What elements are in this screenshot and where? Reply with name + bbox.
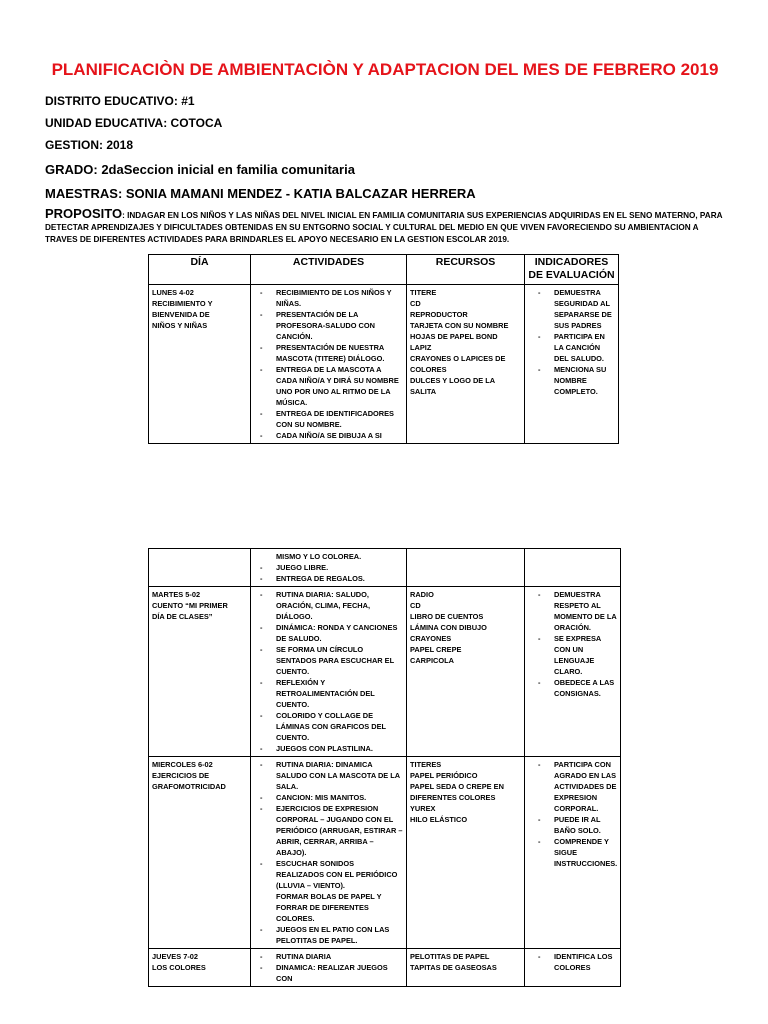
- dia-line: RECIBIMIENTO Y: [152, 299, 213, 308]
- cell-indicadores: [525, 949, 621, 987]
- recurso-item: CD: [410, 601, 421, 610]
- cell-actividades: [251, 587, 407, 757]
- proposito-text: : INDAGAR EN LOS NIÑOS Y LAS NIÑAS DEL NIVEL INICIAL EN FAMILIA COMUNITARIA SUS EXPERIENCIAS ADQUIRIDAS EN EL SENO MATERNO, PARA DETECTAR APRENDIZAJES Y DIFICULTADES OBTENIDAS EN SU ENTGORNO SOCIAL Y CULTURAL DEL MEDIO EN QUE VIVEN FAVORECIENDO SU AMBIENTACION A TRAVES DE DIFERENTES ACTIVIDADES PARA BRINDARLES EL APOYO NECESARIO EN LA GESTION ESCOLAR 2019.: [45, 211, 723, 244]
- cell-actividades: [251, 949, 407, 987]
- actividad-item: - REFLEXIÓN Y RETROALIMENTACIÓN DEL CUENTO.: [254, 677, 403, 710]
- actividad-item: - CADA NIÑO/A SE DIBUJA A SI: [254, 430, 403, 441]
- cell-dia: [149, 549, 251, 587]
- cell-recursos: [407, 285, 525, 444]
- gestion: GESTION: 2018: [45, 138, 134, 152]
- indicador-item: - PARTICIPA CON AGRADO EN LAS ACTIVIDADES DE EXPRESION CORPORAL.: [528, 759, 617, 814]
- dia-line: BIENVENIDA DE: [152, 310, 210, 319]
- indicador-item: - PARTICIPA EN LA CANCIÓN DEL SALUDO.: [528, 331, 615, 364]
- header-dia: DÍA: [149, 255, 251, 285]
- cell-dia: [149, 285, 251, 444]
- table-row: [149, 757, 621, 949]
- recurso-item: SALITA: [410, 387, 437, 396]
- proposito: [45, 208, 725, 246]
- actividad-continuation: MISMO Y LO COLOREA.: [276, 552, 362, 561]
- recurso-item: CRAYONES O LAPICES DE: [410, 354, 506, 363]
- cell-recursos: [407, 757, 525, 949]
- cell-dia: [149, 587, 251, 757]
- indicador-item: - SE EXPRESA CON UN LENGUAJE CLARO.: [528, 633, 617, 677]
- maestras: MAESTRAS: SONIA MAMANI MENDEZ - KATIA BALCAZAR HERRERA: [45, 186, 476, 201]
- actividad-item: - RECIBIMIENTO DE LOS NIÑOS Y NIÑAS.: [254, 287, 403, 309]
- actividad-item: - DINÁMICA: RONDA Y CANCIONES DE SALUDO.: [254, 622, 403, 644]
- dia-line: MARTES 5-02: [152, 590, 201, 599]
- recurso-item: RADIO: [410, 590, 434, 599]
- header-indicadores: INDICADORES DE EVALUACIÓN: [525, 255, 619, 285]
- cell-actividades: [251, 285, 407, 444]
- cell-recursos: [407, 949, 525, 987]
- grado: GRADO: 2daSeccion inicial en familia comunitaria: [45, 162, 355, 177]
- indicador-item: - OBEDECE A LAS CONSIGNAS.: [528, 677, 617, 699]
- actividad-item: - EJERCICIOS DE EXPRESION CORPORAL – JUGANDO CON EL PERIÓDICO (ARRUGAR, ESTIRAR – ABRIR, CERRAR, ARRIBA – ABAJO).: [254, 803, 403, 858]
- planning-table-1: [148, 254, 619, 444]
- cell-indicadores: [525, 757, 621, 949]
- recurso-item: PAPEL CREPE: [410, 645, 462, 654]
- table-header-row: [149, 255, 619, 285]
- actividad-item: - RUTINA DIARIA: SALUDO, ORACIÓN, CLIMA, FECHA, DIÁLOGO.: [254, 589, 403, 622]
- cell-actividades: [251, 549, 407, 587]
- planning-table-2: [148, 548, 621, 987]
- recurso-item: DIFERENTES COLORES: [410, 793, 496, 802]
- indicador-item: - DEMUESTRA RESPETO AL MOMENTO DE LA ORACIÓN.: [528, 589, 617, 633]
- table-row: [149, 949, 621, 987]
- recurso-item: PAPEL PERIÓDICO: [410, 771, 478, 780]
- dia-line: EJERCICIOS DE: [152, 771, 210, 780]
- recurso-item: PELOTITAS DE PAPEL: [410, 952, 490, 961]
- recurso-item: PAPEL SEDA O CREPE EN: [410, 782, 504, 791]
- table-row: [149, 285, 619, 444]
- cell-recursos: [407, 549, 525, 587]
- actividad-item: - SE FORMA UN CÍRCULO SENTADOS PARA ESCUCHAR EL CUENTO.: [254, 644, 403, 677]
- dia-line: LUNES 4-02: [152, 288, 194, 297]
- indicador-item: - DEMUESTRA SEGURIDAD AL SEPARARSE DE SUS PADRES: [528, 287, 615, 331]
- recurso-item: YUREX: [410, 804, 436, 813]
- dia-line: NIÑOS Y NIÑAS: [152, 321, 208, 330]
- cell-indicadores: [525, 587, 621, 757]
- actividad-item: - RUTINA DIARIA: [254, 951, 403, 962]
- recurso-item: HILO ELÁSTICO: [410, 815, 468, 824]
- indicador-item: - COMPRENDE Y SIGUE INSTRUCCIONES.: [528, 836, 617, 869]
- recurso-item: LÁMINA CON DIBUJO: [410, 623, 487, 632]
- actividad-item: - ESCUCHAR SONIDOS REALIZADOS CON EL PERIÓDICO (LLUVIA – VIENTO).: [254, 858, 403, 891]
- actividad-item: - RUTINA DIARIA: DINAMICA SALUDO CON LA MASCOTA DE LA SALA.: [254, 759, 403, 792]
- recurso-item: HOJAS DE PAPEL BOND: [410, 332, 498, 341]
- actividad-item: - JUEGOS CON PLASTILINA.: [254, 743, 403, 754]
- dia-line: GRAFOMOTRICIDAD: [152, 782, 226, 791]
- header-recursos: RECURSOS: [407, 255, 525, 285]
- actividad-item: - COLORIDO Y COLLAGE DE LÁMINAS CON GRAFICOS DEL CUENTO.: [254, 710, 403, 743]
- actividad-item: FORMAR BOLAS DE PAPEL Y FORRAR DE DIFERENTES COLORES.: [276, 892, 382, 923]
- actividad-item: - JUEGO LIBRE.: [254, 562, 403, 573]
- distrito-educativo: DISTRITO EDUCATIVO: #1: [45, 94, 195, 108]
- recurso-item: CD: [410, 299, 421, 308]
- header-actividades: ACTIVIDADES: [251, 255, 407, 285]
- dia-line: CUENTO “MI PRIMER: [152, 601, 228, 610]
- cell-dia: [149, 757, 251, 949]
- cell-indicadores: [525, 285, 619, 444]
- cell-actividades: [251, 757, 407, 949]
- unidad-educativa: UNIDAD EDUCATIVA: COTOCA: [45, 116, 223, 130]
- actividad-item: - PRESENTACIÓN DE LA PROFESORA-SALUDO CON CANCIÓN.: [254, 309, 403, 342]
- recurso-item: CARPICOLA: [410, 656, 454, 665]
- cell-recursos: [407, 587, 525, 757]
- table-row: [149, 587, 621, 757]
- recurso-item: TARJETA CON SU NOMBRE: [410, 321, 509, 330]
- recurso-item: COLORES: [410, 365, 447, 374]
- dia-line: MIERCOLES 6-02: [152, 760, 213, 769]
- actividad-item: - JUEGOS EN EL PATIO CON LAS PELOTITAS DE PAPEL.: [254, 924, 403, 946]
- actividad-item: - DINAMICA: REALIZAR JUEGOS CON: [254, 962, 403, 984]
- dia-line: JUEVES 7-02: [152, 952, 199, 961]
- recurso-item: TITERE: [410, 288, 437, 297]
- proposito-label: PROPOSITO: [45, 206, 123, 221]
- indicador-item: - MENCIONA SU NOMBRE COMPLETO.: [528, 364, 615, 397]
- table-row: [149, 549, 621, 587]
- recurso-item: CRAYONES: [410, 634, 452, 643]
- page-title: PLANIFICACIÒN DE AMBIENTACIÒN Y ADAPTACION DEL MES DE FEBRERO 2019: [51, 60, 719, 79]
- actividad-item: - ENTREGA DE IDENTIFICADORES CON SU NOMBRE.: [254, 408, 403, 430]
- dia-line: DÍA DE CLASES”: [152, 612, 213, 621]
- actividad-item: - ENTREGA DE REGALOS.: [254, 573, 403, 584]
- actividad-item: - CANCION: MIS MANITOS.: [254, 792, 403, 803]
- recurso-item: LAPIZ: [410, 343, 432, 352]
- cell-indicadores: [525, 549, 621, 587]
- recurso-item: LIBRO DE CUENTOS: [410, 612, 484, 621]
- indicador-item: - PUEDE IR AL BAÑO SOLO.: [528, 814, 617, 836]
- dia-line: LOS COLORES: [152, 963, 206, 972]
- recurso-item: REPRODUCTOR: [410, 310, 468, 319]
- recurso-item: TAPITAS DE GASEOSAS: [410, 963, 497, 972]
- cell-dia: [149, 949, 251, 987]
- recurso-item: DULCES Y LOGO DE LA: [410, 376, 496, 385]
- actividad-item: - PRESENTACIÓN DE NUESTRA MASCOTA (TITERE) DIÁLOGO.: [254, 342, 403, 364]
- actividad-item: - ENTREGA DE LA MASCOTA A CADA NIÑO/A Y DIRÁ SU NOMBRE UNO POR UNO AL RITMO DE LA MÚSICA.: [254, 364, 403, 408]
- indicador-item: - IDENTIFICA LOS COLORES: [528, 951, 617, 973]
- recurso-item: TITERES: [410, 760, 442, 769]
